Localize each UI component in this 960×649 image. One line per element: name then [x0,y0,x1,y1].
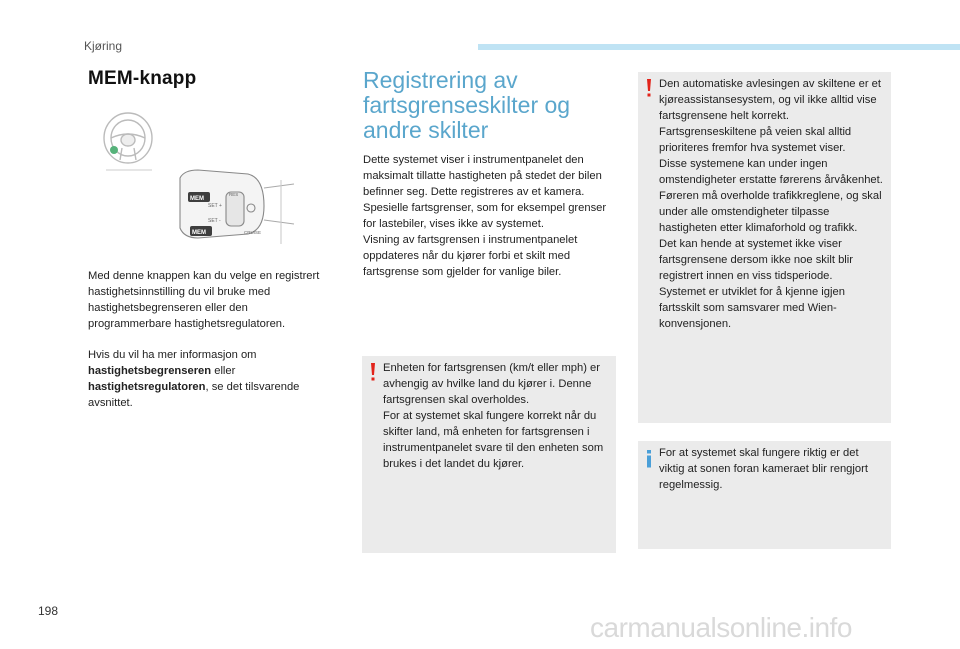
warning-system-text [659,76,885,332]
warning-exclamation-icon [368,362,378,382]
warning-exclamation-icon [644,78,654,98]
mem-title: MEM-knapp [88,68,197,89]
section-label: Kjøring [84,39,123,53]
mem-label-bottom: MEM [192,230,206,236]
warning-box-units [362,356,616,553]
mem-description: Med denne knappen kan du velge en registrert hastighetsinnstilling du vil bruke med hastighetsbegrenseren eller den programmerbare hastighetsregulatoren. [88,270,320,330]
warning-system-p6: Systemet er utviklet for å kjenne igjen fartsskilt som samsvarer med Wien-konvensjonen. [659,286,845,330]
title-line-2: fartsgrenseskilter og [363,92,571,118]
warning-system-p4: Føreren må overholde trafikkreglene, og skal under alle omstendigheter tilpasse hastigheten etter klimaforhold og trafikk. [659,190,882,234]
sign-recognition-description [363,152,613,280]
cruise-control-term: hastighetsregulatoren [88,381,206,393]
steering-wheel-icon [104,113,152,163]
cruise-label: CRUISE [244,230,262,235]
header-bar [478,44,960,50]
res-label: RES [229,192,239,197]
set-minus-label: SET - [208,218,221,224]
more-info-text-a: Hvis du vil ha mer informasjon om [88,349,257,361]
info-box-camera [638,441,891,549]
warning-system-p3: Disse systemene kan under ingen omstendigheter erstatte førerens årvåkenhet. [659,158,883,186]
more-info-text-c: eller [211,365,236,377]
sign-recognition-title [363,68,623,143]
warning-units-p2: For at systemet skal fungere korrekt når du skifter land, må enheten for fartsgrensen i instrumentpanelet svare til den enheten som brukes i det landet du kjører. [383,410,604,470]
description-p1: Dette systemet viser i instrumentpanelet den maksimalt tillatte hastigheten på stedet der bilen befinner seg. Dette registreres av et kamera. [363,154,602,198]
highlight-dot-icon [110,146,118,154]
set-plus-label: SET + [208,203,222,209]
mem-label-top: MEM [190,196,204,202]
info-i-icon [644,449,654,469]
more-info-text-d: , se det tilsvarende avsnittet. [88,381,300,409]
mem-more-info [88,347,328,411]
steering-wheel-illustration [98,108,298,250]
title-line-1: Registrering av [363,67,518,93]
description-p2: Spesielle fartsgrenser, som for eksempel grenser for lastebiler, vises ikke av systemet. [363,202,607,230]
info-camera-text [659,445,885,493]
warning-units-text [383,360,609,472]
warning-system-p2: Fartsgrenseskiltene på veien skal alltid prioriteres fremfor hva systemet viser. [659,126,852,154]
warning-box-system [638,72,891,423]
speed-limiter-term: hastighetsbegrenseren [88,365,212,377]
description-p3: Visning av fartsgrensen i instrumentpanelet oppdateres når du kjører forbi et skilt med fartsgrense som gjelder for vanlige biler. [363,234,578,278]
warning-units-p1: Enheten for fartsgrensen (km/t eller mph) er avhengig av hvilke land du kjører i. Denne fartsgrensen skal overholdes. [383,362,601,406]
title-line-3: andre skilter [363,117,489,143]
info-camera-p1: For at systemet skal fungere riktig er det viktig at sonen foran kameraet blir rengjort regelmessig. [659,447,868,491]
page-number: 198 [38,604,59,618]
warning-system-p5: Det kan hende at systemet ikke viser fartsgrensene dersom ikke noe skilt blir registrert innen en viss tidsperiode. [659,238,854,282]
warning-system-p1: Den automatiske avlesingen av skiltene er et kjøreassistansesystem, og vil ikke alltid vise fartsgrensene helt korrekt. [659,78,882,122]
watermark: carmanualsonline.info [590,612,852,643]
